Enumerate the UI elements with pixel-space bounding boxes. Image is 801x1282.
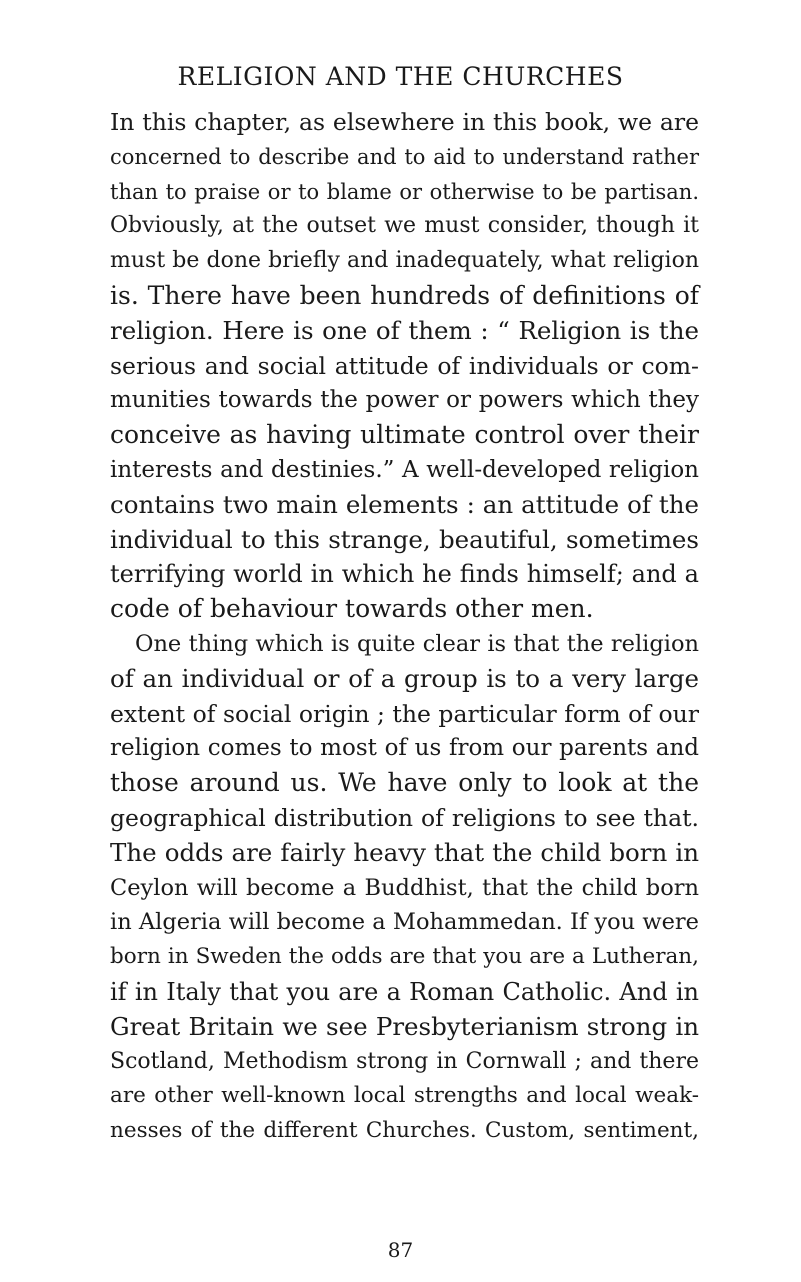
running-head: RELIGION AND THE CHURCHES xyxy=(177,62,624,91)
text-line: One thing which is quite clear is that the religion xyxy=(135,630,699,657)
text-line: concerned to describe and to aid to understand rather xyxy=(110,144,699,169)
paragraph xyxy=(110,105,699,627)
text-line: those around us. We have only to look at the xyxy=(110,768,699,798)
text-line: nesses of the different Churches. Custom, sentiment, xyxy=(110,1118,699,1144)
text-line: contains two main elements : an attitude of the xyxy=(110,489,699,519)
text-line: In this chapter, as elsewhere in this book, we are xyxy=(110,108,699,136)
text-line: Great Britain we see Presbyterianism strong in xyxy=(110,1011,699,1041)
text-line: are other well-known local strengths and local weak- xyxy=(110,1083,699,1109)
text-line: geographical distribution of religions to see that. xyxy=(110,803,699,832)
text-line: Scotland, Methodism strong in Cornwall ; and there xyxy=(110,1048,699,1074)
body-text xyxy=(110,105,699,1149)
paragraph xyxy=(110,627,699,1149)
text-line: Obviously, at the outset we must consider, though it xyxy=(110,213,699,239)
text-line: religion comes to most of us from our parents and xyxy=(110,735,699,762)
text-line: individual to this strange, beautiful, sometimes xyxy=(110,524,699,554)
text-line: munities towards the power or powers which they xyxy=(110,387,699,414)
text-line: interests and destinies.” A well-developed religion xyxy=(110,456,699,483)
text-line: terrifying world in which he finds himself; and a xyxy=(110,560,699,589)
text-line: code of behaviour towards other men. xyxy=(110,594,594,624)
text-line: if in Italy that you are a Roman Catholic. And in xyxy=(110,977,699,1006)
text-line: must be done briefly and inadequately, what religion xyxy=(110,248,699,274)
text-line: Ceylon will become a Buddhist, that the child born xyxy=(110,874,699,901)
text-line: is. There have been hundreds of definitions of xyxy=(110,280,699,310)
text-line: extent of social origin ; the particular form of our xyxy=(110,699,699,728)
page-number: 87 xyxy=(387,1238,414,1262)
text-line: than to praise or to blame or otherwise to be partisan. xyxy=(110,179,699,204)
text-line: of an individual or of a group is to a very large xyxy=(110,663,699,693)
text-line: The odds are fairly heavy that the child born in xyxy=(110,837,699,867)
text-line: born in Sweden the odds are that you are a Lutheran, xyxy=(110,944,699,970)
text-line: serious and social attitude of individuals or com- xyxy=(110,351,699,380)
text-line: in Algeria will become a Mohammedan. If you were xyxy=(110,909,699,936)
text-line: conceive as having ultimate control over their xyxy=(110,420,699,450)
text-line: religion. Here is one of them : “ Religion is the xyxy=(110,315,699,345)
